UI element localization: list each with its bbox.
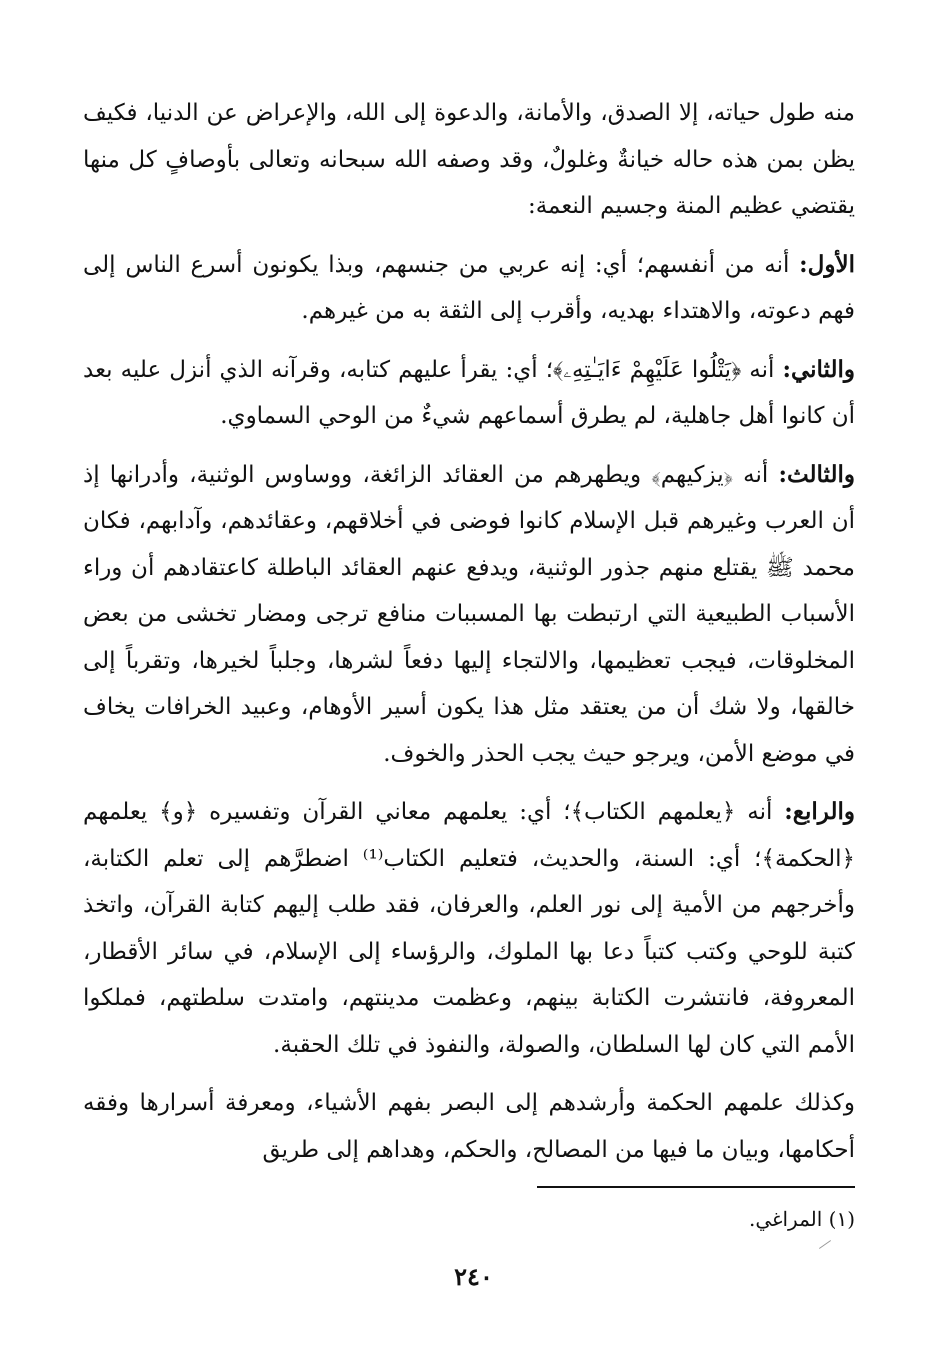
paragraph-text: وكذلك علمهم الحكمة وأرشدهم إلى البصر بفهم الأشياء، ومعرفة أسرارها وفقه أحكامها، وبيان ما فيها من المصالح، والحكم، وهداهم إلى طريق: [83, 1090, 855, 1163]
paragraph-text: أنه ﴿يعلمهم الكتاب﴾؛ أي: يعلمهم معاني القرآن وتفسيره ﴿و﴾ يعلمهم ﴿الحكمة﴾؛ أي: السنة، والحديث، فتعليم الكتاب⁽¹⁾ اضطرَّهم إلى تعلم الكتابة، وأخرجهم من الأمية إلى نور العلم، والعرفان، فقد طلب إليهم كتابة القرآن، واتخذ كتبة للوحي وكتب كتباً دعا بها الملوك، والرؤساء إلى الإسلام، في سائر الأقطار، المعروفة، فانتشرت الكتابة بينهم، وعظمت مدينتهم، وامتدت سلطتهم، فملكوا الأمم التي كان لها السلطان، والصولة، والنفوذ في تلك الحقبة.: [83, 799, 855, 1058]
paragraph-lead: والثالث:: [778, 460, 855, 488]
paragraph-lead: والثاني:: [782, 355, 855, 383]
paragraph-text: منه طول حياته، إلا الصدق، والأمانة، والدعوة إلى الله، والإعراض عن الدنيا، فكيف يظن بمن هذه حاله خيانةٌ وغلولٌ، وقد وصفه الله سبحانه وتعالى بأوصافٍ كل منها يقتضي عظيم المنة وجسيم النعمة:: [83, 100, 855, 219]
paragraph-text: أنه ﴿يزكيهم﴾ ويطهرهم من العقائد الزائغة، ووساوس الوثنية، وأدرانها إذ أن العرب وغيرهم قبل الإسلام كانوا فوضى في أخلاقهم، وعقائدهم، وآدابهم، فكان محمد ﷺ يقتلع منهم جذور الوثنية، ويدفع عنهم العقائد الباطلة كاعتقادهم أن وراء الأسباب الطبيعية التي ارتبطت بها المسببات منافع ترجى ومضار تخشى من بعض المخلوقات، فيجب تعظيمها، والالتجاء إليها دفعاً لشرها، وجلباً لخيرها، وتقرباً إلى خالقها، ولا شك أن من يعتقد مثل هذا يكون أسير الأوهام، وعبيد الخرافات يخاف في موضع الأمن، ويرجو حيث يجب الحذر والخوف.: [83, 461, 855, 767]
paragraph-fourth-attribute: [83, 789, 855, 1068]
page-number: ٢٤٠: [454, 1262, 493, 1291]
paragraph-intro: [83, 90, 855, 230]
paragraph-first-attribute: [83, 242, 855, 335]
paragraph-text: أنه من أنفسهم؛ أي: إنه عربي من جنسهم، وبذا يكونون أسرع الناس إلى فهم دعوته، والاهتداء بهديه، وأقرب إلى الثقة به من غيرهم.: [83, 251, 855, 324]
paragraph-lead: والرابع:: [784, 798, 855, 825]
footnote-divider: [537, 1186, 855, 1188]
paragraph-wisdom: [83, 1080, 855, 1173]
paragraph-lead: الأول:: [799, 250, 855, 278]
footnote: (١) المراغي.: [748, 1207, 855, 1231]
paragraph-third-attribute: [83, 452, 855, 778]
page-body: [83, 90, 855, 1185]
paragraph-second-attribute: [83, 347, 855, 440]
paragraph-text: أنه ﴿يَتْلُوا عَلَيْهِمْ ءَايَـٰتِهِۦ﴾؛ أي: يقرأ عليهم كتابه، وقرآنه الذي أنزل عليه بعد أن كانوا أهل جاهلية، لم يطرق أسماعهم شيءٌ من الوحي السماوي.: [83, 356, 855, 429]
scan-mark: [819, 1240, 831, 1249]
